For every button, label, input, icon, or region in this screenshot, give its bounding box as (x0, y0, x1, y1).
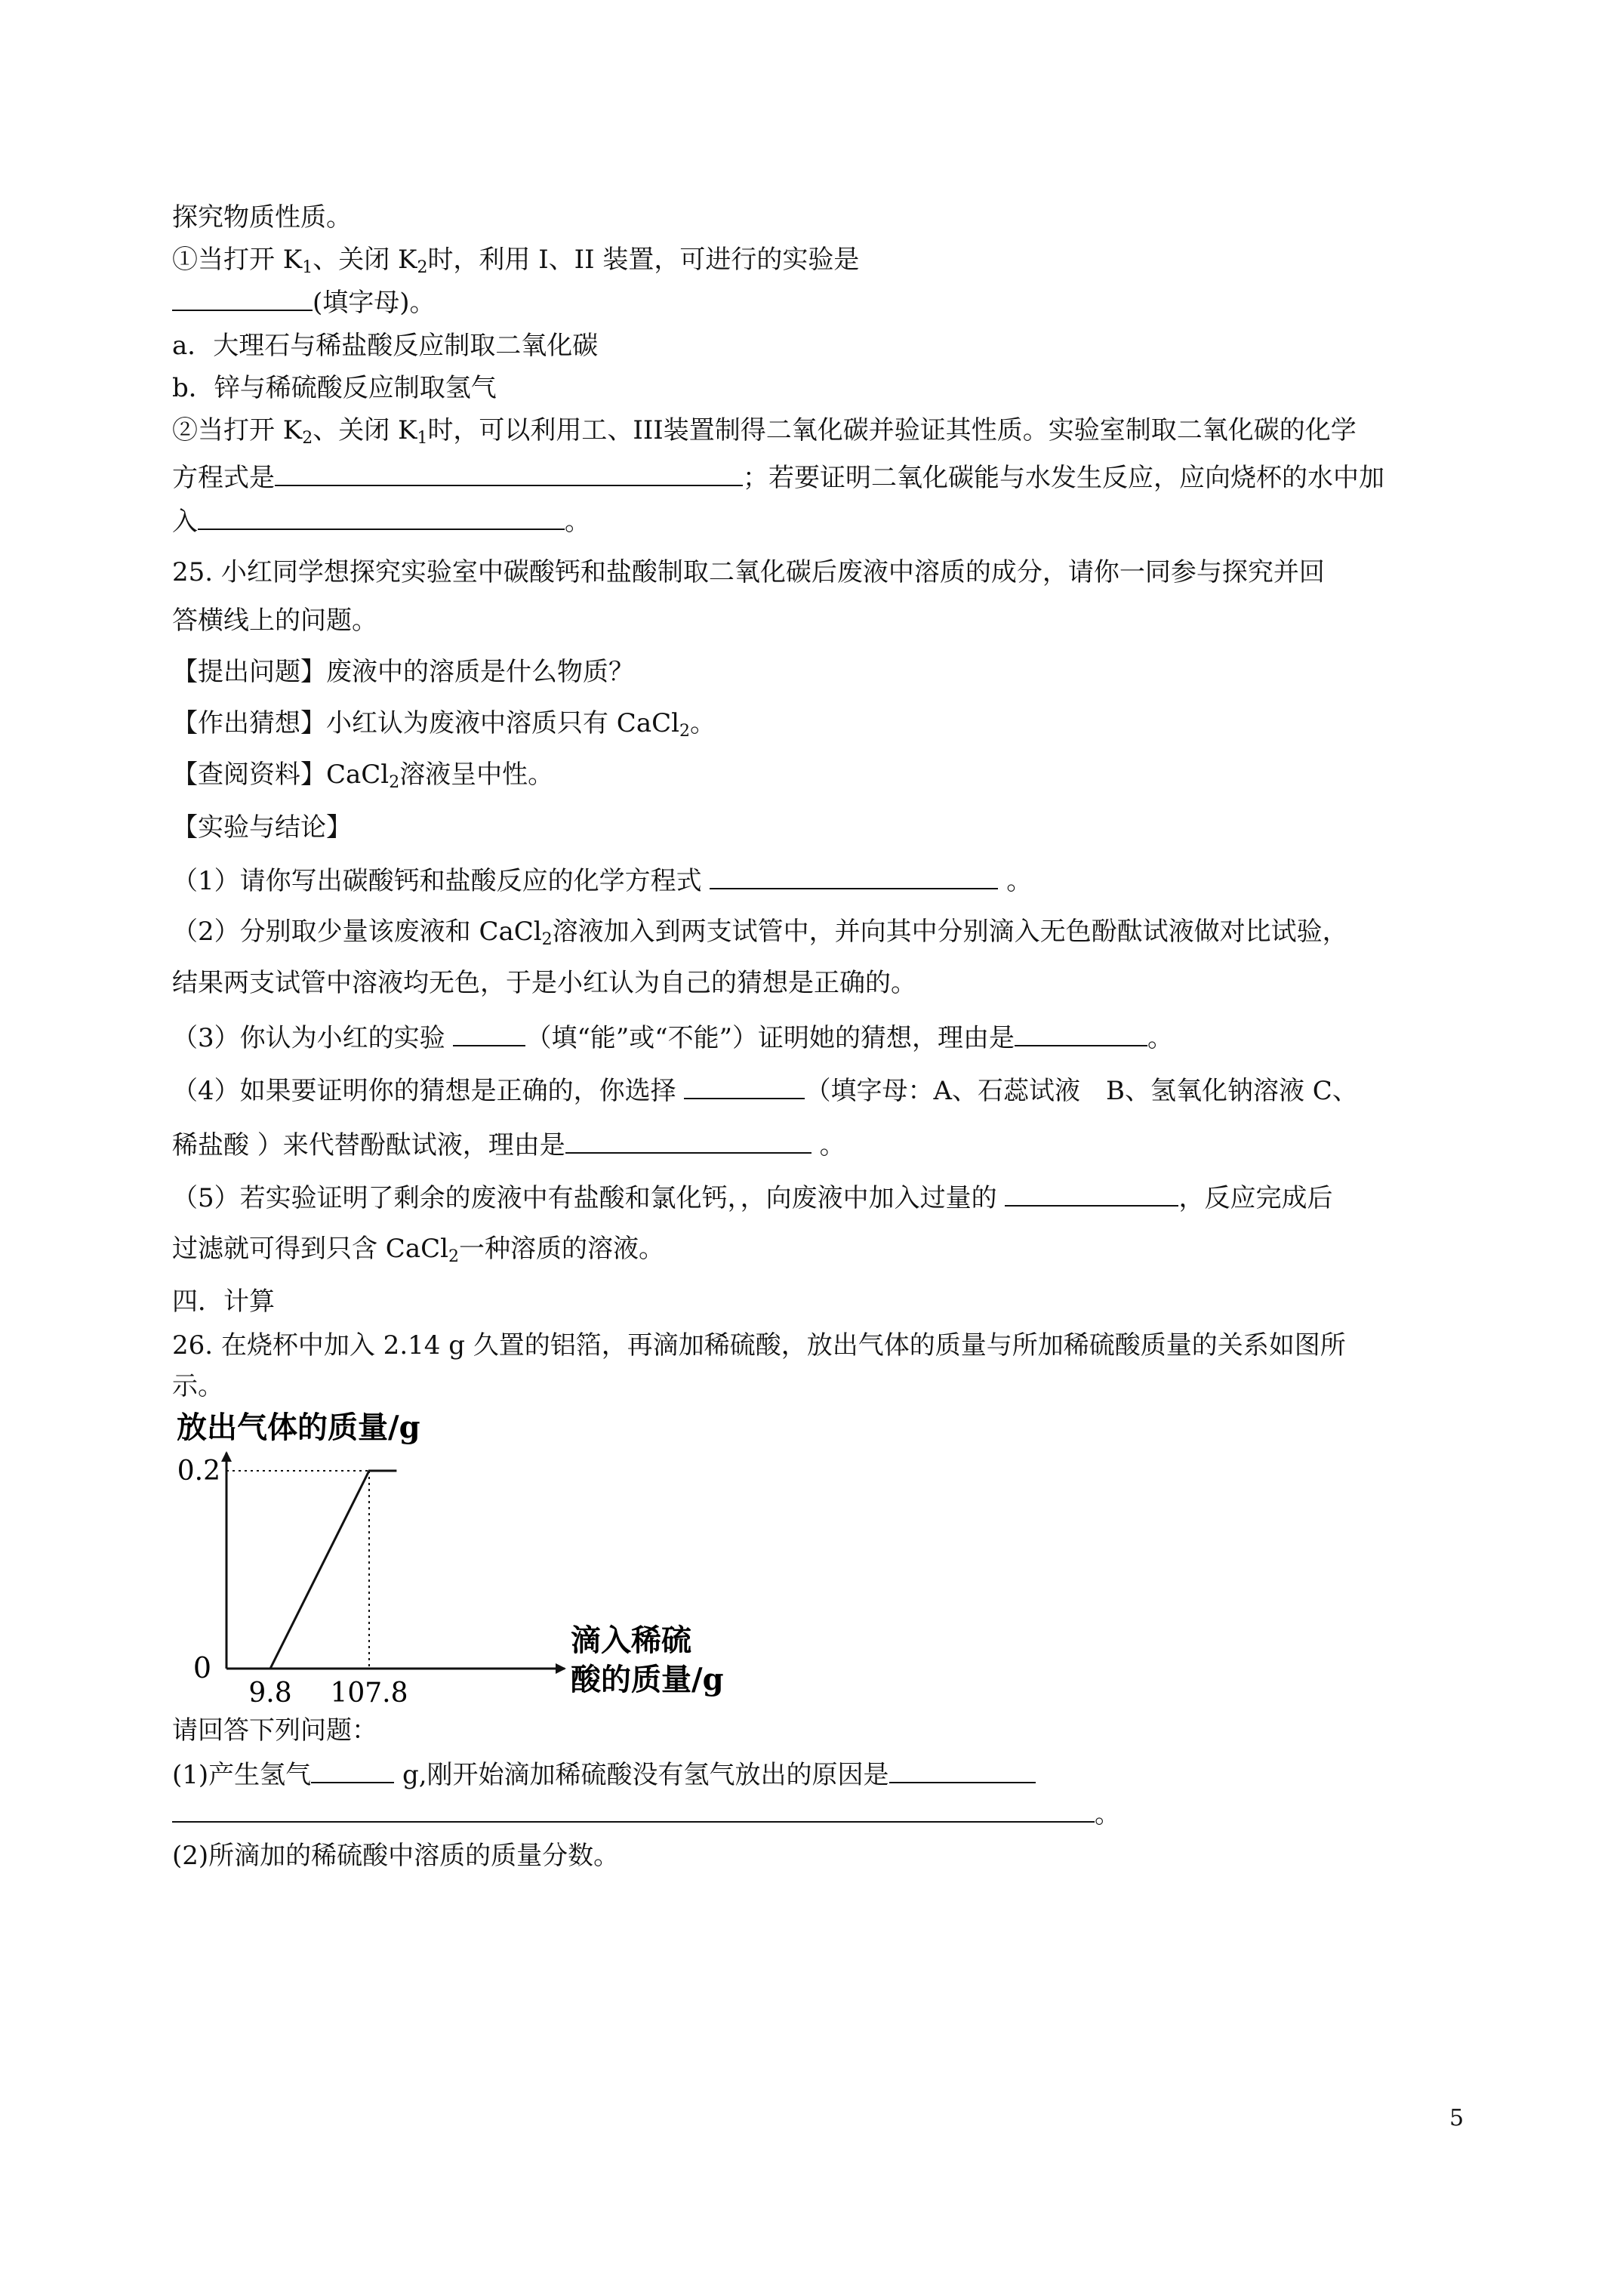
section-heading: 四．计算 (172, 1287, 275, 1317)
q25-part1: （1）请你写出碳酸钙和盐酸反应的化学方程式 。 (172, 862, 1032, 898)
mass-chart (172, 1412, 821, 1714)
q24-sub2-line2: 方程式是 ；若要证明二氧化碳能与水发生反应，应向烧杯的水中加 (172, 459, 1384, 495)
answer-blank[interactable] (275, 459, 743, 486)
q24-sub2-line3: 入 。 (172, 503, 590, 538)
q25-guess: 【作出猜想】小红认为废液中溶质只有 CaCl$_2$。 (172, 708, 716, 741)
answer-blank[interactable] (1005, 1179, 1178, 1207)
q25-part4: （4）如果要证明你的猜想是正确的，你选择 （填字母：A、石蕊试液 B、氢氧化钠溶液 C、 (172, 1072, 1358, 1108)
answer-blank[interactable] (889, 1756, 1036, 1783)
answer-blank[interactable] (198, 503, 565, 530)
answer-blank[interactable] (565, 1126, 812, 1154)
q25-part2: （2）分别取少量该废液和 CaCl$_2$溶液加入到两支试管中，并向其中分别滴入无色酚酞试液做对比试验， (172, 917, 1348, 949)
q24-option-b: b．锌与稀硫酸反应制取氢气 (172, 373, 497, 403)
answer-blank[interactable] (684, 1072, 805, 1099)
q26-sub2: (2)所滴加的稀硫酸中溶质的质量分数。 (172, 1841, 620, 1871)
q25-part5: （5）若实验证明了剩余的废液中有盐酸和氯化钙，，向废液中加入过量的 ，反应完成后 (172, 1179, 1332, 1215)
answer-blank[interactable] (172, 1795, 1095, 1823)
q24-intro: 探究物质性质。 (172, 202, 352, 233)
page-number: 5 (1449, 2105, 1464, 2131)
answer-blank[interactable] (1015, 1019, 1147, 1046)
q24-option-a: a．大理石与稀盐酸反应制取二氧化碳 (172, 331, 599, 361)
q25-line1: 25. 小红同学想探究实验室中碳酸钙和盐酸制取二氧化碳后废液中溶质的成分，请你一同参与探究并回 (172, 557, 1325, 587)
q25-part5-line2: 过滤就可得到只含 CaCl$_2$一种溶质的溶液。 (172, 1234, 664, 1266)
q25-part3: （3）你认为小红的实验 （填“能”或“不能”）证明她的猜想，理由是 。 (172, 1019, 1173, 1055)
answer-blank[interactable] (453, 1019, 525, 1046)
q25-line2: 答横线上的问题。 (172, 606, 377, 636)
y-tick-label: 0.2 (177, 1456, 220, 1487)
x-axis-label-line1: 滴入稀硫 (571, 1623, 691, 1658)
q26-sub1-line2: 。 (172, 1795, 1120, 1831)
series-line (270, 1471, 396, 1669)
answer-blank[interactable] (172, 284, 313, 311)
q25-part2-line2: 结果两支试管中溶液均无色，于是小红认为自己的猜想是正确的。 (172, 968, 916, 998)
q26-line1: 26. 在烧杯中加入 2.14 g 久置的铝箔，再滴加稀硫酸，放出气体的质量与所加稀硫酸质量的关系如图所 (172, 1330, 1346, 1361)
answer-blank[interactable] (311, 1756, 394, 1783)
q26-line2: 示。 (172, 1371, 223, 1401)
q26-ask: 请回答下列问题： (172, 1715, 377, 1746)
q24-sub1-answer: (填字母)。 (172, 284, 436, 319)
x-tick-label: 9.8 (248, 1678, 292, 1709)
q24-sub2: ②当打开 $K_2$、关闭 $K_1$时，可以利用工、III装置制得二氧化碳并验证其性质。实验室制取二氧化碳的化学 (172, 415, 1357, 448)
q25-ask: 【提出问题】废液中的溶质是什么物质？ (172, 657, 634, 687)
q25-part4-line2: 稀盐酸 ）来代替酚酞试液，理由是 。 (172, 1126, 845, 1162)
x-axis-label-line2: 酸的质量/g (571, 1662, 724, 1697)
q24-sub1: ①当打开 $K_1$、关闭 $K_2$时，利用 I、II 装置，可进行的实验是 (172, 245, 860, 277)
x-tick-label: 107.8 (330, 1678, 408, 1709)
q25-experiment-heading: 【实验与结论】 (172, 812, 352, 843)
answer-blank[interactable] (710, 862, 998, 889)
q26-sub1: (1)产生氢气 g,刚开始滴加稀硫酸没有氢气放出的原因是 (172, 1756, 1036, 1792)
y-axis-label: 放出气体的质量/g (177, 1412, 420, 1445)
origin-label: 0 (192, 1651, 211, 1684)
q25-info: 【查阅资料】CaCl$_2$溶液呈中性。 (172, 760, 554, 792)
